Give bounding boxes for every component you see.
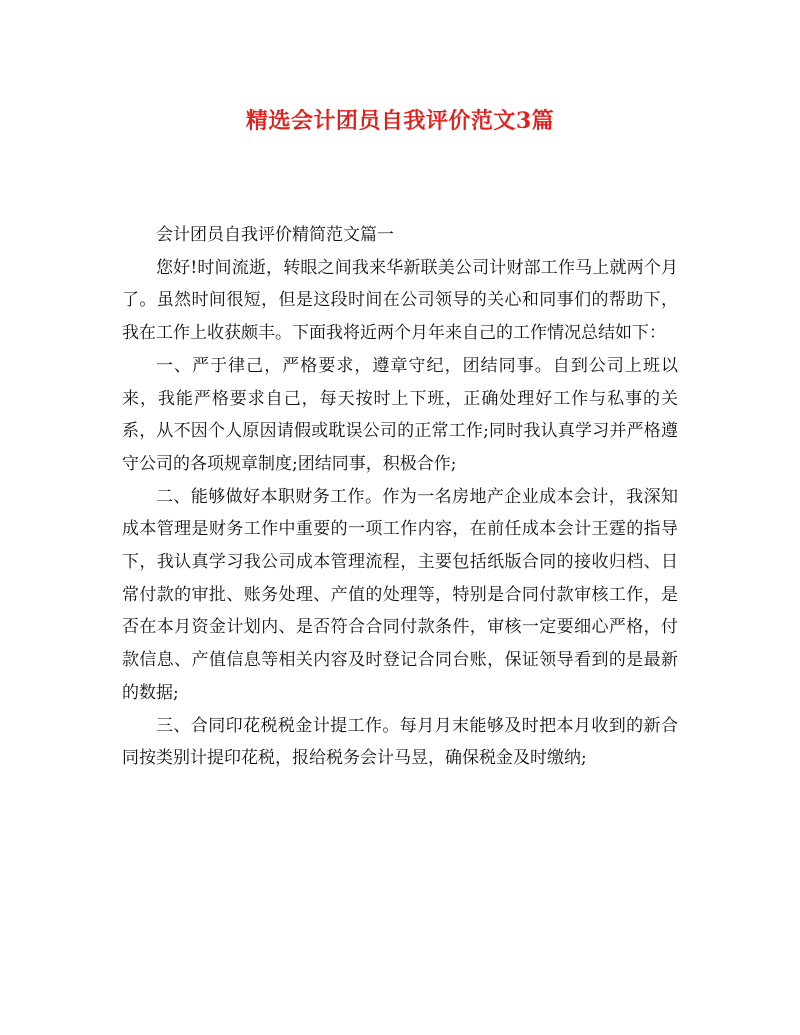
document-body xyxy=(122,219,678,775)
paragraph-point-three: 三、合同印花税税金计提工作。每月月末能够及时把本月收到的新合同按类别计提印花税，报给税务会计马昱，确保税金及时缴纳; xyxy=(122,715,678,769)
document-title: 精选会计团员自我评价范文3篇 xyxy=(245,108,555,134)
paragraph-greeting: 您好!时间流逝，转眼之间我来华新联美公司计财部工作马上就两个月了。虽然时间很短，但是这段时间在公司领导的关心和同事们的帮助下，我在工作上收获颇丰。下面我将近两个月年来自己的工作情况总结如下： xyxy=(122,257,678,344)
section-heading: 会计团员自我评价精简范文篇一 xyxy=(156,225,394,245)
paragraph-point-one: 一、严于律己，严格要求，遵章守纪，团结同事。自到公司上班以来，我能严格要求自己，每天按时上下班，正确处理好工作与私事的关系，从不因个人原因请假或耽误公司的正常工作;同时我认真学习并严格遵守公司的各项规章制度;团结同事，积极合作; xyxy=(122,355,678,474)
paragraph-point-two: 二、能够做好本职财务工作。作为一名房地产企业成本会计，我深知成本管理是财务工作中重要的一项工作内容，在前任成本会计王霆的指导下，我认真学习我公司成本管理流程，主要包括纸版合同的接收归档、日常付款的审批、账务处理、产值的处理等，特别是合同付款审核工作，是否在本月资金计划内、是否符合合同付款条件，审核一定要细心严格，付款信息、产值信息等相关内容及时登记合同台账，保证领导看到的是最新的数据; xyxy=(122,486,678,703)
